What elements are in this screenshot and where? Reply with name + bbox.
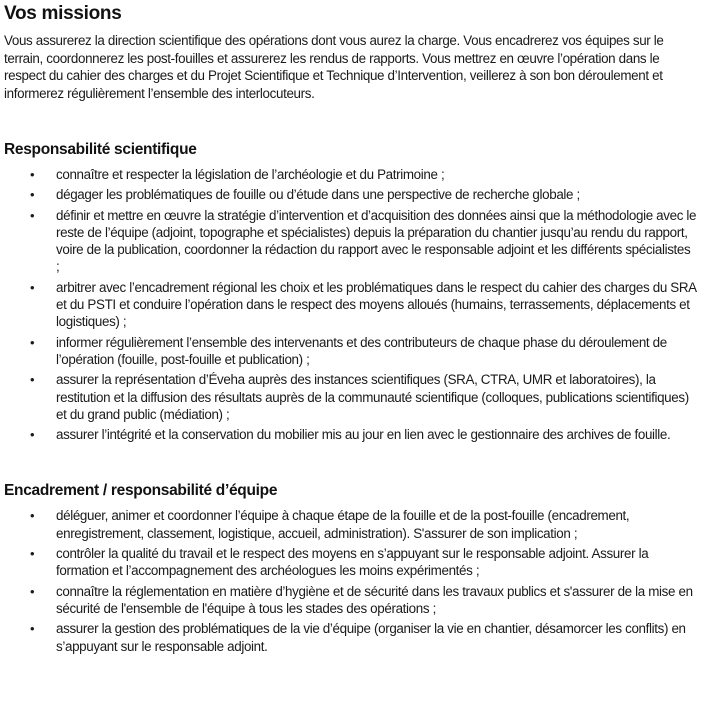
bullet-icon: • — [30, 546, 35, 562]
list-item: • connaître et respecter la législation de l’archéologie et du Patrimoine ; — [30, 167, 445, 182]
job-missions-document — [0, 2, 701, 655]
team-responsibilities-list — [4, 507, 697, 654]
bullet-icon: • — [30, 508, 35, 524]
list-item: • définir et mettre en œuvre la stratégie d’intervention et d’acquisition des données ainsi que la méthodologie avec le reste de l’équipe (adjoint, topographe et spécialistes) depuis la préparation du chantier jusqu’au rendu du rapport, voire de la publication, coordonner la rédaction du rapport avec le responsable adjoint et les différents spécialistes ; — [30, 207, 697, 275]
bullet-icon: • — [30, 279, 35, 295]
list-item: • contrôler la qualité du travail et le respect des moyens en s’appuyant sur le responsable adjoint. Assurer la formation et l’accompagnement des archéologues les moins expérimentés ; — [30, 546, 649, 579]
bullet-icon: • — [30, 187, 35, 203]
page-title: Vos missions — [4, 3, 122, 24]
bullet-icon: • — [30, 334, 35, 350]
list-item: • assurer la gestion des problématiques de la vie d’équipe (organiser la vie en chantier, désamorcer les conflits) en s’appuyant sur le responsable adjoint. — [30, 621, 686, 654]
bullet-icon: • — [30, 621, 35, 637]
list-item: • déléguer, animer et coordonner l’équipe à chaque étape de la fouille et de la post-fouille (encadrement, enregistrement, classement, logistique, accueil, administration). S'assurer de son implication ; — [30, 508, 630, 541]
list-item: • informer régulièrement l’ensemble des intervenants et des contributeurs de chaque phase du déroulement de l’opération (fouille, post-fouille et publication) ; — [30, 334, 667, 367]
list-item: • arbitrer avec l’encadrement régional les choix et les problématiques dans le respect du cahier des charges du SRA et du PSTI et conduire l’opération dans le respect des moyens alloués (humains, terrassements, déplacements et logistiques) ; — [30, 279, 697, 330]
section-heading-team: Encadrement / responsabilité d’équipe — [4, 482, 278, 500]
bullet-icon: • — [30, 207, 35, 223]
list-item: • assurer la représentation d’Éveha auprès des instances scientifiques (SRA, CTRA, UMR et laboratoires), la restitution et la diffusion des résultats auprès de la communauté scientifique (colloques, publications scientifiques) et du grand public (médiation) ; — [30, 372, 689, 422]
bullet-icon: • — [30, 167, 35, 182]
scientific-responsibilities-list — [4, 166, 697, 443]
section-heading-scientific: Responsabilité scientifique — [4, 141, 197, 158]
intro-paragraph: Vous assurerez la direction scientifique des opérations dont vous aurez la charge. Vous encadrerez vos équipes sur le terrain, coordonnerez les post-fouilles et assurerez les rendus de rapports. Vous mettrez en œuvre l’opération dans le respect du cahier des charges et du Projet Scientifique et Technique d’Intervention, veillerez à son bon déroulement et informerez régulièrement l’ensemble des interlocuteurs. — [4, 33, 664, 101]
bullet-icon: • — [30, 427, 35, 443]
bullet-icon: • — [30, 583, 35, 599]
list-item: • connaître la réglementation en matière d’hygiène et de sécurité dans les travaux publics et s'assurer de la mise en sécurité de l'ensemble de l'équipe à tous les stades des opérations ; — [30, 583, 693, 616]
bullet-icon: • — [30, 372, 35, 388]
list-item: • assurer l’intégrité et la conservation du mobilier mis au jour en lien avec le gestionnaire des archives de fouille. — [30, 427, 671, 443]
list-item: • dégager les problématiques de fouille ou d’étude dans une perspective de recherche globale ; — [30, 187, 580, 203]
